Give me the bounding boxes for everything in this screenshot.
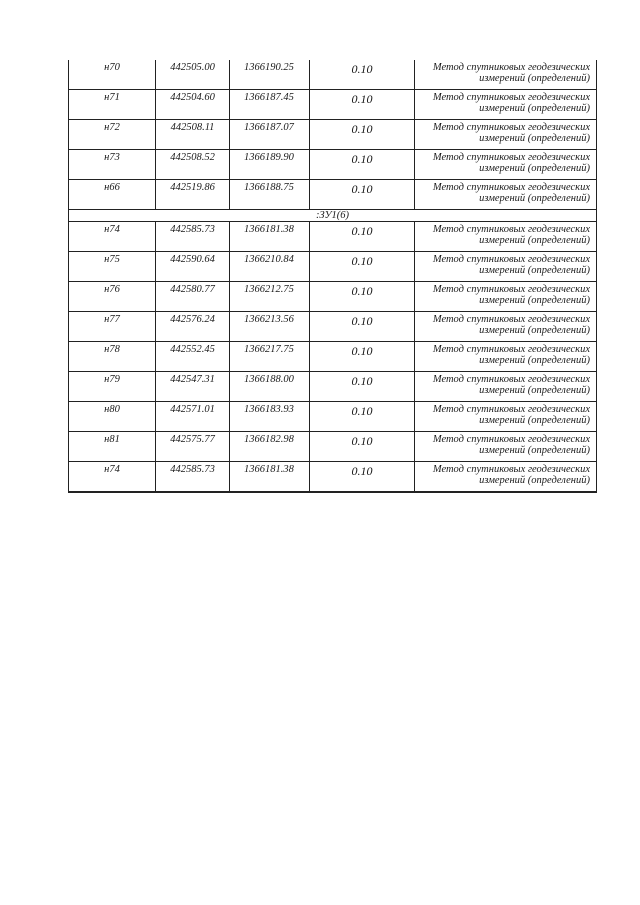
section-row bbox=[69, 210, 597, 222]
point-cell: н74 bbox=[69, 462, 156, 493]
method-line-2: измерений (определений) bbox=[479, 133, 590, 144]
accuracy-cell: 0.10 bbox=[310, 180, 415, 210]
point-cell: н77 bbox=[69, 312, 156, 342]
method-cell bbox=[415, 432, 597, 462]
accuracy-cell: 0.10 bbox=[310, 372, 415, 402]
method-line-1: Метод спутниковых геодезических bbox=[432, 224, 590, 235]
method-line-2: измерений (определений) bbox=[479, 415, 590, 426]
method-line-2: измерений (определений) bbox=[479, 355, 590, 366]
y-coordinate-cell: 1366212.75 bbox=[230, 282, 310, 312]
point-cell: н72 bbox=[69, 120, 156, 150]
point-cell: н70 bbox=[69, 60, 156, 90]
table-row bbox=[69, 432, 597, 462]
x-coordinate-cell: 442580.77 bbox=[156, 282, 230, 312]
method-cell bbox=[415, 90, 597, 120]
method-line-1: Метод спутниковых геодезических bbox=[432, 152, 590, 163]
method-line-1: Метод спутниковых геодезических bbox=[432, 464, 590, 475]
method-line-2: измерений (определений) bbox=[479, 325, 590, 336]
accuracy-cell: 0.10 bbox=[310, 252, 415, 282]
y-coordinate-cell: 1366189.90 bbox=[230, 150, 310, 180]
x-coordinate-cell: 442575.77 bbox=[156, 432, 230, 462]
x-coordinate-cell: 442508.11 bbox=[156, 120, 230, 150]
method-cell bbox=[415, 60, 597, 90]
point-cell: н76 bbox=[69, 282, 156, 312]
method-cell bbox=[415, 312, 597, 342]
method-line-1: Метод спутниковых геодезических bbox=[432, 62, 590, 73]
point-cell: н74 bbox=[69, 222, 156, 252]
x-coordinate-cell: 442585.73 bbox=[156, 222, 230, 252]
method-line-1: Метод спутниковых геодезических bbox=[432, 122, 590, 133]
table-row bbox=[69, 180, 597, 210]
y-coordinate-cell: 1366188.00 bbox=[230, 372, 310, 402]
x-coordinate-cell: 442547.31 bbox=[156, 372, 230, 402]
table-row bbox=[69, 462, 597, 493]
table-row bbox=[69, 372, 597, 402]
method-line-1: Метод спутниковых геодезических bbox=[432, 254, 590, 265]
point-cell: н79 bbox=[69, 372, 156, 402]
accuracy-cell: 0.10 bbox=[310, 90, 415, 120]
y-coordinate-cell: 1366187.45 bbox=[230, 90, 310, 120]
accuracy-cell: 0.10 bbox=[310, 282, 415, 312]
point-cell: н81 bbox=[69, 432, 156, 462]
accuracy-cell: 0.10 bbox=[310, 342, 415, 372]
accuracy-cell: 0.10 bbox=[310, 60, 415, 90]
table-row bbox=[69, 150, 597, 180]
table-row bbox=[69, 120, 597, 150]
method-line-1: Метод спутниковых геодезических bbox=[432, 434, 590, 445]
method-line-2: измерений (определений) bbox=[479, 385, 590, 396]
method-line-1: Метод спутниковых геодезических bbox=[432, 404, 590, 415]
y-coordinate-cell: 1366217.75 bbox=[230, 342, 310, 372]
table-body-after bbox=[69, 222, 597, 493]
point-cell: н73 bbox=[69, 150, 156, 180]
table-row bbox=[69, 60, 597, 90]
point-cell: н66 bbox=[69, 180, 156, 210]
method-cell bbox=[415, 252, 597, 282]
accuracy-cell: 0.10 bbox=[310, 150, 415, 180]
method-line-2: измерений (определений) bbox=[479, 193, 590, 204]
x-coordinate-cell: 442590.64 bbox=[156, 252, 230, 282]
accuracy-cell: 0.10 bbox=[310, 402, 415, 432]
method-line-1: Метод спутниковых геодезических bbox=[432, 92, 590, 103]
method-cell bbox=[415, 462, 597, 493]
y-coordinate-cell: 1366188.75 bbox=[230, 180, 310, 210]
section-header bbox=[69, 210, 597, 222]
method-line-2: измерений (определений) bbox=[479, 163, 590, 174]
x-coordinate-cell: 442576.24 bbox=[156, 312, 230, 342]
table-row bbox=[69, 222, 597, 252]
method-line-1: Метод спутниковых геодезических bbox=[432, 182, 590, 193]
y-coordinate-cell: 1366181.38 bbox=[230, 462, 310, 493]
coordinates-table bbox=[68, 60, 597, 493]
section-label: :ЗУ1(6) bbox=[69, 210, 597, 222]
method-cell bbox=[415, 150, 597, 180]
y-coordinate-cell: 1366190.25 bbox=[230, 60, 310, 90]
y-coordinate-cell: 1366213.56 bbox=[230, 312, 310, 342]
y-coordinate-cell: 1366187.07 bbox=[230, 120, 310, 150]
method-line-1: Метод спутниковых геодезических bbox=[432, 374, 590, 385]
method-cell bbox=[415, 342, 597, 372]
x-coordinate-cell: 442508.52 bbox=[156, 150, 230, 180]
table-body-before bbox=[69, 60, 597, 210]
point-cell: н80 bbox=[69, 402, 156, 432]
method-cell bbox=[415, 120, 597, 150]
x-coordinate-cell: 442552.45 bbox=[156, 342, 230, 372]
method-line-2: измерений (определений) bbox=[479, 475, 590, 486]
accuracy-cell: 0.10 bbox=[310, 432, 415, 462]
accuracy-cell: 0.10 bbox=[310, 312, 415, 342]
method-line-1: Метод спутниковых геодезических bbox=[432, 284, 590, 295]
x-coordinate-cell: 442585.73 bbox=[156, 462, 230, 493]
point-cell: н75 bbox=[69, 252, 156, 282]
table-row bbox=[69, 90, 597, 120]
method-line-2: измерений (определений) bbox=[479, 265, 590, 276]
accuracy-cell: 0.10 bbox=[310, 222, 415, 252]
accuracy-cell: 0.10 bbox=[310, 462, 415, 493]
method-line-2: измерений (определений) bbox=[479, 103, 590, 114]
method-line-2: измерений (определений) bbox=[479, 235, 590, 246]
method-cell bbox=[415, 402, 597, 432]
x-coordinate-cell: 442505.00 bbox=[156, 60, 230, 90]
method-cell bbox=[415, 372, 597, 402]
table-row bbox=[69, 282, 597, 312]
table-row bbox=[69, 342, 597, 372]
method-line-2: измерений (определений) bbox=[479, 73, 590, 84]
table-row bbox=[69, 402, 597, 432]
y-coordinate-cell: 1366181.38 bbox=[230, 222, 310, 252]
x-coordinate-cell: 442519.86 bbox=[156, 180, 230, 210]
table-row bbox=[69, 252, 597, 282]
method-cell bbox=[415, 282, 597, 312]
y-coordinate-cell: 1366210.84 bbox=[230, 252, 310, 282]
point-cell: н78 bbox=[69, 342, 156, 372]
point-cell: н71 bbox=[69, 90, 156, 120]
method-cell bbox=[415, 180, 597, 210]
method-line-1: Метод спутниковых геодезических bbox=[432, 344, 590, 355]
accuracy-cell: 0.10 bbox=[310, 120, 415, 150]
x-coordinate-cell: 442571.01 bbox=[156, 402, 230, 432]
y-coordinate-cell: 1366182.98 bbox=[230, 432, 310, 462]
x-coordinate-cell: 442504.60 bbox=[156, 90, 230, 120]
y-coordinate-cell: 1366183.93 bbox=[230, 402, 310, 432]
method-line-2: измерений (определений) bbox=[479, 295, 590, 306]
method-cell bbox=[415, 222, 597, 252]
table-row bbox=[69, 312, 597, 342]
method-line-2: измерений (определений) bbox=[479, 445, 590, 456]
method-line-1: Метод спутниковых геодезических bbox=[432, 314, 590, 325]
